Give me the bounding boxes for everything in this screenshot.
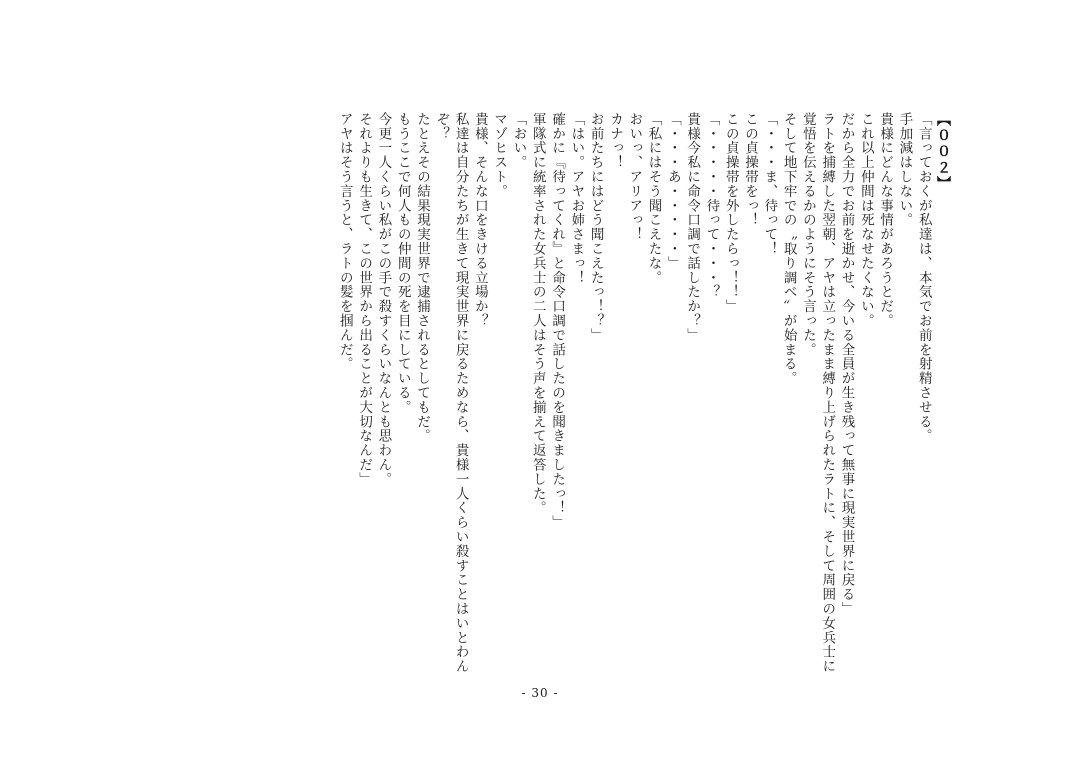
text-line: 「・・・あ・・・・・」 (664, 112, 681, 271)
text-line: それよりも生きて、この世界から出ることが大切なんだ」 (356, 112, 373, 487)
text-line: 貴様にどんな事情があろうとだ。 (877, 112, 894, 328)
text-line: 「はい。アヤお姉さまっ！ (568, 112, 585, 285)
text-line: 手加減はしない。 (896, 112, 913, 228)
text-line: だから全力でお前を逝かせ、今いる全員が生き残って無事に現実世界に戻る」 (838, 112, 855, 616)
page-number: - 30 - (521, 686, 559, 700)
text-line: 軍隊式に統率された女兵士の二人はそう声を揃えて返答した。 (529, 112, 546, 516)
text-line: そして地下牢での〝取り調べ〟が始まる。 (780, 112, 797, 386)
section-heading: 【００２】 (935, 112, 951, 192)
text-line: 私達は自分たちが生きて現実世界に戻るためなら、貴様一人くらい殺すことはいとわん (452, 112, 469, 674)
vertical-text-body (335, 112, 953, 672)
text-line: アヤはそう言うと、ラトの髪を掴んだ。 (336, 112, 353, 372)
text-line: 「私にはそう聞こえたな。 (645, 112, 662, 285)
text-line: 「・・・・・待って・・・？ (703, 112, 720, 300)
text-line: マゾヒスト。 (491, 112, 508, 199)
text-line: 覚悟を伝えるかのようにそう言った。 (799, 112, 816, 357)
text-line: 確かに『待ってくれ』と命令口調で話したのを聞きましたっ！」 (549, 112, 566, 530)
text-line: 「言っておくが私達は、本気でお前を射精させる。 (915, 112, 932, 444)
text-line: ラトを捕縛した翌朝、アヤは立ったまま縛り上げられたラトに、そして周囲の女兵士に (819, 112, 836, 674)
text-line: 貴様今私に命令口調で話したか？」 (684, 112, 701, 343)
text-line: 「おい。 (510, 112, 527, 170)
text-line: おいっ、アリアっ！ (626, 112, 643, 242)
text-line: 貴様、そんな口をきける立場か？ (471, 112, 488, 328)
text-line: カナっ！ (606, 112, 623, 170)
text-line: お前たちにはどう聞こえたっ！？」 (587, 112, 604, 343)
text-line: この貞操帯をっ！ (742, 112, 759, 228)
text-line: たとえその結果現実世界で逮捕されるとしてもだ。 (413, 112, 430, 444)
text-line: 「・・・ま、待って！ (761, 112, 778, 256)
text-line: これ以上仲間は死なせたくない。 (857, 112, 874, 328)
text-line: 今更一人くらい私がこの手で殺すくらいなんとも思わん。 (375, 112, 392, 487)
text-line: ぞ？ (433, 112, 450, 141)
text-line: もうここで何人もの仲間の死を目にしている。 (394, 112, 411, 415)
text-line: この貞操帯を外したらっ！！」 (722, 112, 739, 314)
